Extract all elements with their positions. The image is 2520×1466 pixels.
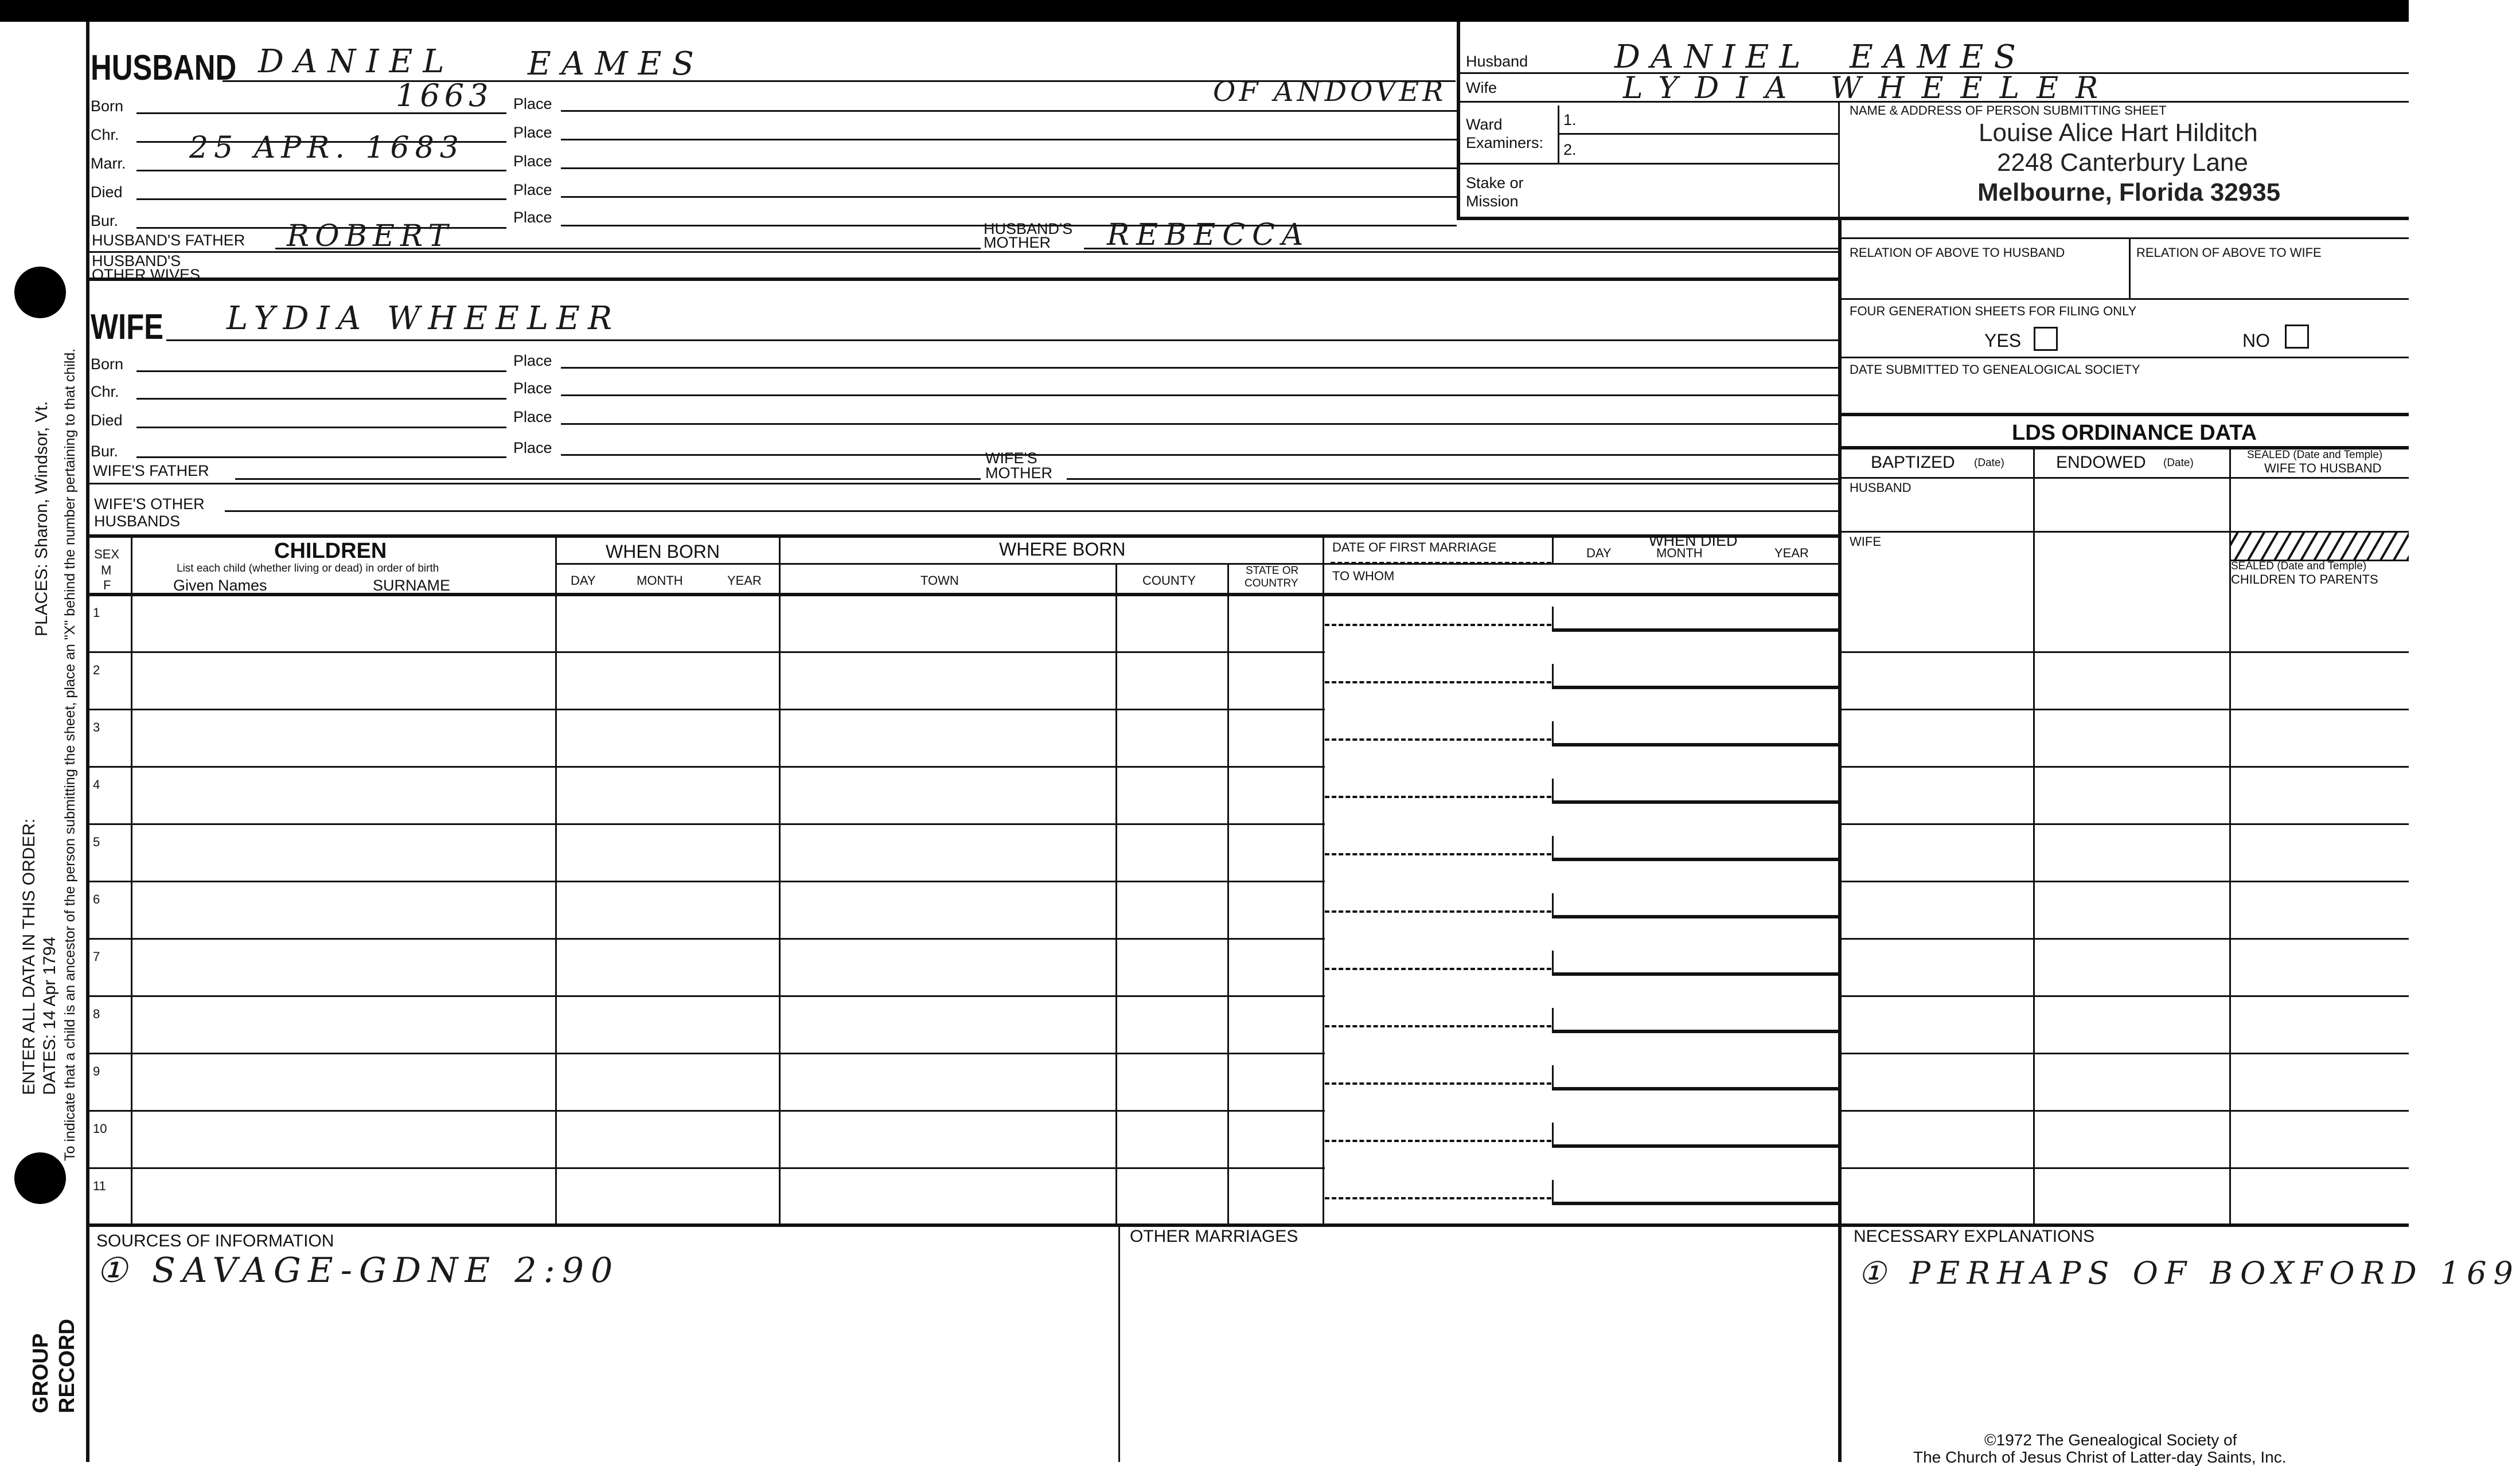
wife-father-divider bbox=[86, 483, 1838, 484]
lds-sealed-c2p-1: SEALED (Date and Temple) bbox=[2231, 560, 2367, 572]
rh-examiners-label: Examiners: bbox=[1466, 134, 1544, 151]
child-row-separator bbox=[86, 1110, 1325, 1112]
lds-row-separator bbox=[1838, 995, 2409, 997]
wife-heading: WIFE bbox=[91, 307, 164, 347]
children-sex-label: SEX bbox=[94, 547, 120, 561]
col-name bbox=[555, 534, 557, 1226]
col-died bbox=[1552, 534, 1554, 563]
rh-examiner-2[interactable]: 2. bbox=[1563, 141, 1577, 158]
child-row-marriage-dash bbox=[1325, 1140, 1551, 1142]
child-row-number: 5 bbox=[93, 835, 100, 849]
wife-bur-label: Bur. bbox=[91, 443, 119, 460]
child-row-separator bbox=[86, 1053, 1325, 1054]
child-row-number: 3 bbox=[93, 720, 100, 734]
wife-name-line bbox=[166, 339, 1838, 341]
lds-husband-label: HUSBAND bbox=[1850, 480, 1912, 495]
born-month-label: MONTH bbox=[637, 573, 683, 588]
col-born bbox=[779, 534, 781, 1226]
lds-row-separator bbox=[1838, 651, 2409, 653]
child-row-separator bbox=[86, 709, 1325, 710]
child-row-died-line bbox=[1552, 1144, 1839, 1148]
lds-baptized-date: (Date) bbox=[1974, 457, 2004, 469]
relation-divider bbox=[2129, 237, 2131, 298]
wife-born-line bbox=[136, 370, 506, 372]
state-label-1: STATE OR bbox=[1246, 565, 1299, 577]
first-marriage-label: DATE OF FIRST MARRIAGE bbox=[1332, 540, 1497, 554]
when-born-underline bbox=[556, 563, 1838, 565]
col-county bbox=[1227, 563, 1229, 1226]
margin-enter-all: ENTER ALL DATA IN THIS ORDER: bbox=[19, 818, 38, 1095]
child-row-died-tick bbox=[1552, 664, 1554, 687]
child-row-marriage-dash bbox=[1325, 681, 1551, 683]
child-row-number: 1 bbox=[93, 605, 100, 620]
child-row-marriage-dash bbox=[1325, 796, 1551, 798]
child-row-died-line bbox=[1552, 915, 1839, 918]
child-row-number: 2 bbox=[93, 663, 100, 677]
relation-wife-label: RELATION OF ABOVE TO WIFE bbox=[2136, 245, 2322, 260]
wife-other-husbands-line bbox=[225, 510, 1838, 512]
col-state bbox=[1323, 534, 1324, 1226]
wife-bur-place-label: Place bbox=[513, 439, 552, 456]
rh-husband-label: Husband bbox=[1466, 53, 1528, 70]
died-day-label: DAY bbox=[1586, 546, 1612, 560]
husband-born-place-line bbox=[561, 110, 1457, 112]
children-heading: CHILDREN bbox=[274, 539, 387, 563]
rh-examiner-bottom bbox=[1457, 163, 1838, 165]
child-row-separator bbox=[86, 995, 1325, 997]
child-row-died-line bbox=[1552, 1087, 1839, 1090]
town-label: TOWN bbox=[920, 573, 959, 588]
husband-other-wives-1: HUSBAND'S bbox=[92, 252, 181, 269]
rh-examiner-mid bbox=[1558, 133, 1838, 135]
lds-row-separator bbox=[1838, 1053, 2409, 1054]
husband-first-name[interactable]: DANIEL bbox=[258, 43, 455, 80]
child-row-marriage-dash bbox=[1325, 910, 1551, 913]
children-header-bottom bbox=[86, 593, 1838, 596]
children-m-label: M bbox=[101, 563, 112, 577]
husband-born-place-label: Place bbox=[513, 95, 552, 112]
wife-born-place-line bbox=[561, 367, 1838, 369]
explanations-label: NECESSARY EXPLANATIONS bbox=[1854, 1227, 2095, 1246]
other-marriages-divider bbox=[1118, 1223, 1120, 1462]
child-row-died-tick bbox=[1552, 836, 1554, 859]
wife-mother-label-2: MOTHER bbox=[985, 464, 1052, 482]
child-row-died-line bbox=[1552, 1030, 1839, 1033]
husband-chr-label: Chr. bbox=[91, 126, 119, 143]
rh-bottom bbox=[1457, 217, 2409, 220]
wife-other-husbands-1: WIFE'S OTHER bbox=[94, 495, 205, 513]
first-marriage-dash bbox=[1331, 562, 1551, 564]
wife-father-label: WIFE'S FATHER bbox=[93, 462, 209, 479]
husband-chr-place-line bbox=[561, 139, 1457, 140]
four-gen-no-label: NO bbox=[2242, 330, 2270, 351]
lds-row-separator bbox=[1838, 881, 2409, 882]
margin-places: PLACES: Sharon, Windsor, Vt. bbox=[32, 401, 51, 636]
date-submitted-label: DATE SUBMITTED TO GENEALOGICAL SOCIETY bbox=[1850, 362, 2140, 377]
wife-chr-label: Chr. bbox=[91, 383, 119, 400]
state-label-2: COUNTRY bbox=[1245, 577, 1298, 589]
husband-marr-place-line bbox=[561, 167, 1457, 169]
wife-died-place-label: Place bbox=[513, 408, 552, 425]
to-whom-label: TO WHOM bbox=[1332, 569, 1395, 583]
child-row-died-line bbox=[1552, 972, 1839, 976]
child-row-marriage-dash bbox=[1325, 968, 1551, 970]
wife-born-label: Born bbox=[91, 355, 124, 373]
wife-bur-line bbox=[136, 456, 506, 458]
lds-header-bottom bbox=[1838, 477, 2409, 479]
husband-marr-label: Marr. bbox=[91, 155, 126, 172]
submitter-name[interactable]: Louise Alice Hart Hilditch bbox=[1979, 119, 2258, 147]
margin-indicate: To indicate that a child is an ancestor of the person submitting the sheet, place an "X" behind the number pertaining to that child. bbox=[62, 348, 78, 1161]
sources-label: SOURCES OF INFORMATION bbox=[96, 1232, 334, 1250]
rh-mission-label: Mission bbox=[1466, 193, 1519, 210]
husband-mother-value[interactable]: REBECCA bbox=[1107, 218, 1310, 252]
husband-marr-line bbox=[136, 170, 506, 171]
top-border bbox=[0, 0, 2409, 22]
child-row-separator bbox=[86, 1167, 1325, 1169]
child-row-died-tick bbox=[1552, 1123, 1554, 1146]
child-row-died-tick bbox=[1552, 1008, 1554, 1031]
wife-bur-place-line bbox=[561, 454, 1838, 456]
child-row-marriage-dash bbox=[1325, 1082, 1551, 1085]
margin-record: RECORD bbox=[55, 1319, 79, 1413]
child-row-died-line bbox=[1552, 686, 1839, 689]
lds-baptized: BAPTIZED bbox=[1871, 453, 1955, 472]
wife-chr-place-label: Place bbox=[513, 380, 552, 397]
husband-father-value[interactable]: ROBERT bbox=[287, 219, 454, 253]
lds-title: LDS ORDINANCE DATA bbox=[2012, 421, 2257, 445]
child-row-died-tick bbox=[1552, 779, 1554, 802]
lds-endowed: ENDOWED bbox=[2056, 453, 2146, 472]
lds-wife-label: WIFE bbox=[1850, 534, 1881, 549]
wife-other-husbands-2: HUSBANDS bbox=[94, 513, 181, 530]
relation-husband-label: RELATION OF ABOVE TO HUSBAND bbox=[1850, 245, 2065, 260]
four-gen-yes-label: YES bbox=[1984, 330, 2022, 351]
husband-section-bottom bbox=[86, 277, 1838, 281]
child-row-died-line bbox=[1552, 858, 1839, 861]
husband-born-label: Born bbox=[91, 97, 124, 115]
lds-hatch bbox=[2231, 532, 2409, 560]
wife-section-bottom bbox=[86, 534, 1838, 538]
husband-chr-place-label: Place bbox=[513, 124, 552, 141]
wife-mother-line bbox=[1067, 478, 1838, 480]
explanations-value[interactable]: ① PERHAPS OF BOXFORD 169 bbox=[1858, 1255, 2520, 1291]
rh-wife-label: Wife bbox=[1466, 79, 1497, 96]
lds-endowed-date: (Date) bbox=[2163, 457, 2194, 469]
county-label: COUNTY bbox=[1142, 573, 1196, 588]
child-row-separator bbox=[86, 766, 1325, 768]
wife-name[interactable]: LYDIA WHEELER bbox=[227, 300, 621, 337]
child-row-died-line bbox=[1552, 1202, 1839, 1205]
child-row-died-tick bbox=[1552, 721, 1554, 744]
born-day-label: DAY bbox=[571, 573, 596, 588]
rh-husband-first[interactable]: DANIEL bbox=[1614, 38, 1811, 76]
children-instruction: List each child (whether living or dead) in order of birth bbox=[177, 562, 439, 574]
child-row-died-tick bbox=[1552, 607, 1554, 630]
four-gen-bottom bbox=[1838, 357, 2409, 358]
husband-father-label: HUSBAND'S FATHER bbox=[92, 232, 245, 249]
husband-father-divider bbox=[86, 251, 1838, 253]
submitter-label: NAME & ADDRESS OF PERSON SUBMITTING SHEET bbox=[1850, 103, 2167, 118]
child-row-number: 9 bbox=[93, 1064, 100, 1078]
four-gen-yes-checkbox[interactable] bbox=[2034, 327, 2058, 351]
lds-row-separator bbox=[1838, 823, 2409, 825]
binder-hole-top bbox=[14, 267, 66, 318]
child-row-number: 8 bbox=[93, 1007, 100, 1021]
wife-chr-line bbox=[136, 398, 506, 400]
other-marriages-label: OTHER MARRIAGES bbox=[1130, 1227, 1298, 1246]
lds-row-separator bbox=[1838, 1110, 2409, 1112]
lds-row-separator bbox=[1838, 709, 2409, 710]
child-row-separator bbox=[86, 651, 1325, 653]
margin-dates: DATES: 14 Apr 1794 bbox=[40, 936, 59, 1095]
rh-submit-divider bbox=[1838, 101, 1840, 220]
husband-born-place-value[interactable]: OF ANDOVER bbox=[1213, 76, 1447, 108]
sources-value[interactable]: ① SAVAGE-GDNE 2:90 bbox=[96, 1250, 620, 1291]
child-row-number: 10 bbox=[93, 1121, 107, 1136]
child-row-died-line bbox=[1552, 628, 1839, 632]
wife-chr-place-line bbox=[561, 394, 1838, 396]
husband-died-place-label: Place bbox=[513, 181, 552, 198]
when-born-label: WHEN BORN bbox=[606, 541, 720, 562]
husband-other-wives-2: OTHER WIVES bbox=[92, 266, 201, 283]
died-year-label: YEAR bbox=[1774, 546, 1809, 560]
lds-sealed-w2h-2: WIFE TO HUSBAND bbox=[2264, 461, 2382, 475]
rh-ward-label: Ward bbox=[1466, 116, 1503, 133]
lds-sealed-w2h-1: SEALED (Date and Temple) bbox=[2247, 449, 2383, 461]
child-row-number: 7 bbox=[93, 949, 100, 964]
child-row-marriage-dash bbox=[1325, 624, 1551, 626]
rh-wife-line bbox=[1457, 101, 2409, 103]
wife-mother-label-1: WIFE'S bbox=[985, 449, 1037, 467]
lds-col-1 bbox=[2033, 446, 2035, 1223]
when-died-label: WHEN DIED bbox=[1649, 532, 1738, 549]
date-submitted-bottom bbox=[1838, 413, 2409, 416]
born-year-label: YEAR bbox=[727, 573, 762, 588]
rh-husband-last[interactable]: EAMES bbox=[1850, 38, 2026, 76]
wife-born-place-label: Place bbox=[513, 352, 552, 369]
copyright-line1: ©1972 The Genealogical Society of bbox=[1984, 1431, 2237, 1449]
left-border bbox=[86, 22, 89, 1462]
rh-stake-label: Stake or bbox=[1466, 174, 1524, 191]
margin-group: GROUP bbox=[29, 1333, 53, 1413]
submitter-bottom bbox=[1838, 237, 2409, 239]
header-divider bbox=[1457, 22, 1460, 218]
husband-bur-place-label: Place bbox=[513, 209, 552, 226]
lds-row-separator bbox=[1838, 938, 2409, 940]
col-sex bbox=[131, 534, 132, 1226]
relation-bottom bbox=[1838, 298, 2409, 300]
husband-marr-place-label: Place bbox=[513, 153, 552, 170]
died-month-label: MONTH bbox=[1656, 546, 1703, 560]
lds-row-separator bbox=[1838, 766, 2409, 768]
child-row-died-tick bbox=[1552, 893, 1554, 916]
four-gen-no-checkbox[interactable] bbox=[2285, 325, 2309, 349]
husband-mother-label-2: MOTHER bbox=[984, 234, 1051, 251]
lds-row-separator bbox=[1838, 1167, 2409, 1169]
binder-hole-bottom bbox=[14, 1152, 66, 1204]
husband-died-label: Died bbox=[91, 183, 123, 201]
rh-examiner-1[interactable]: 1. bbox=[1563, 111, 1577, 128]
children-given-label: Given Names bbox=[173, 577, 267, 594]
child-row-died-line bbox=[1552, 800, 1839, 804]
wife-died-label: Died bbox=[91, 412, 123, 429]
husband-died-line bbox=[136, 198, 506, 200]
child-row-number: 11 bbox=[93, 1179, 106, 1193]
wife-died-line bbox=[136, 427, 506, 428]
child-row-died-tick bbox=[1552, 1180, 1554, 1203]
child-row-number: 6 bbox=[93, 892, 100, 906]
wife-died-place-line bbox=[561, 423, 1838, 425]
child-row-separator bbox=[86, 823, 1325, 825]
lds-sealed-c2p-2: CHILDREN TO PARENTS bbox=[2231, 572, 2378, 587]
child-row-died-tick bbox=[1552, 951, 1554, 974]
children-surname-label: SURNAME bbox=[373, 577, 451, 594]
col-town bbox=[1115, 563, 1117, 1226]
child-row-separator bbox=[86, 881, 1325, 882]
submitter-city[interactable]: Melbourne, Florida 32935 bbox=[1977, 178, 2281, 206]
child-row-marriage-dash bbox=[1325, 1197, 1551, 1199]
copyright-line2: The Church of Jesus Christ of Latter-day Saints, Inc. bbox=[1913, 1448, 2287, 1466]
child-row-marriage-dash bbox=[1325, 1025, 1551, 1027]
wife-father-line bbox=[235, 478, 981, 480]
child-row-died-tick bbox=[1552, 1065, 1554, 1088]
submitter-street[interactable]: 2248 Canterbury Lane bbox=[1997, 148, 2248, 177]
husband-last-name[interactable]: EAMES bbox=[528, 45, 704, 83]
child-row-marriage-dash bbox=[1325, 738, 1551, 741]
husband-heading: HUSBAND bbox=[91, 48, 237, 88]
husband-born-value[interactable]: 1663 bbox=[396, 77, 493, 114]
husband-died-place-line bbox=[561, 196, 1457, 198]
husband-mother-label-1: HUSBAND'S bbox=[984, 220, 1073, 237]
where-born-label: WHERE BORN bbox=[999, 539, 1126, 560]
children-f-label: F bbox=[103, 578, 111, 592]
child-row-number: 4 bbox=[93, 777, 100, 792]
husband-marr-value[interactable]: 25 APR. 1683 bbox=[189, 131, 465, 165]
child-row-separator bbox=[86, 938, 1325, 940]
four-gen-label: FOUR GENERATION SHEETS FOR FILING ONLY bbox=[1850, 304, 2137, 318]
husband-bur-label: Bur. bbox=[91, 212, 119, 229]
child-row-marriage-dash bbox=[1325, 853, 1551, 855]
child-row-died-line bbox=[1552, 743, 1839, 746]
rh-wife-value[interactable]: LYDIA WHEELER bbox=[1623, 71, 2116, 105]
right-panel-divider bbox=[1838, 218, 1842, 1462]
